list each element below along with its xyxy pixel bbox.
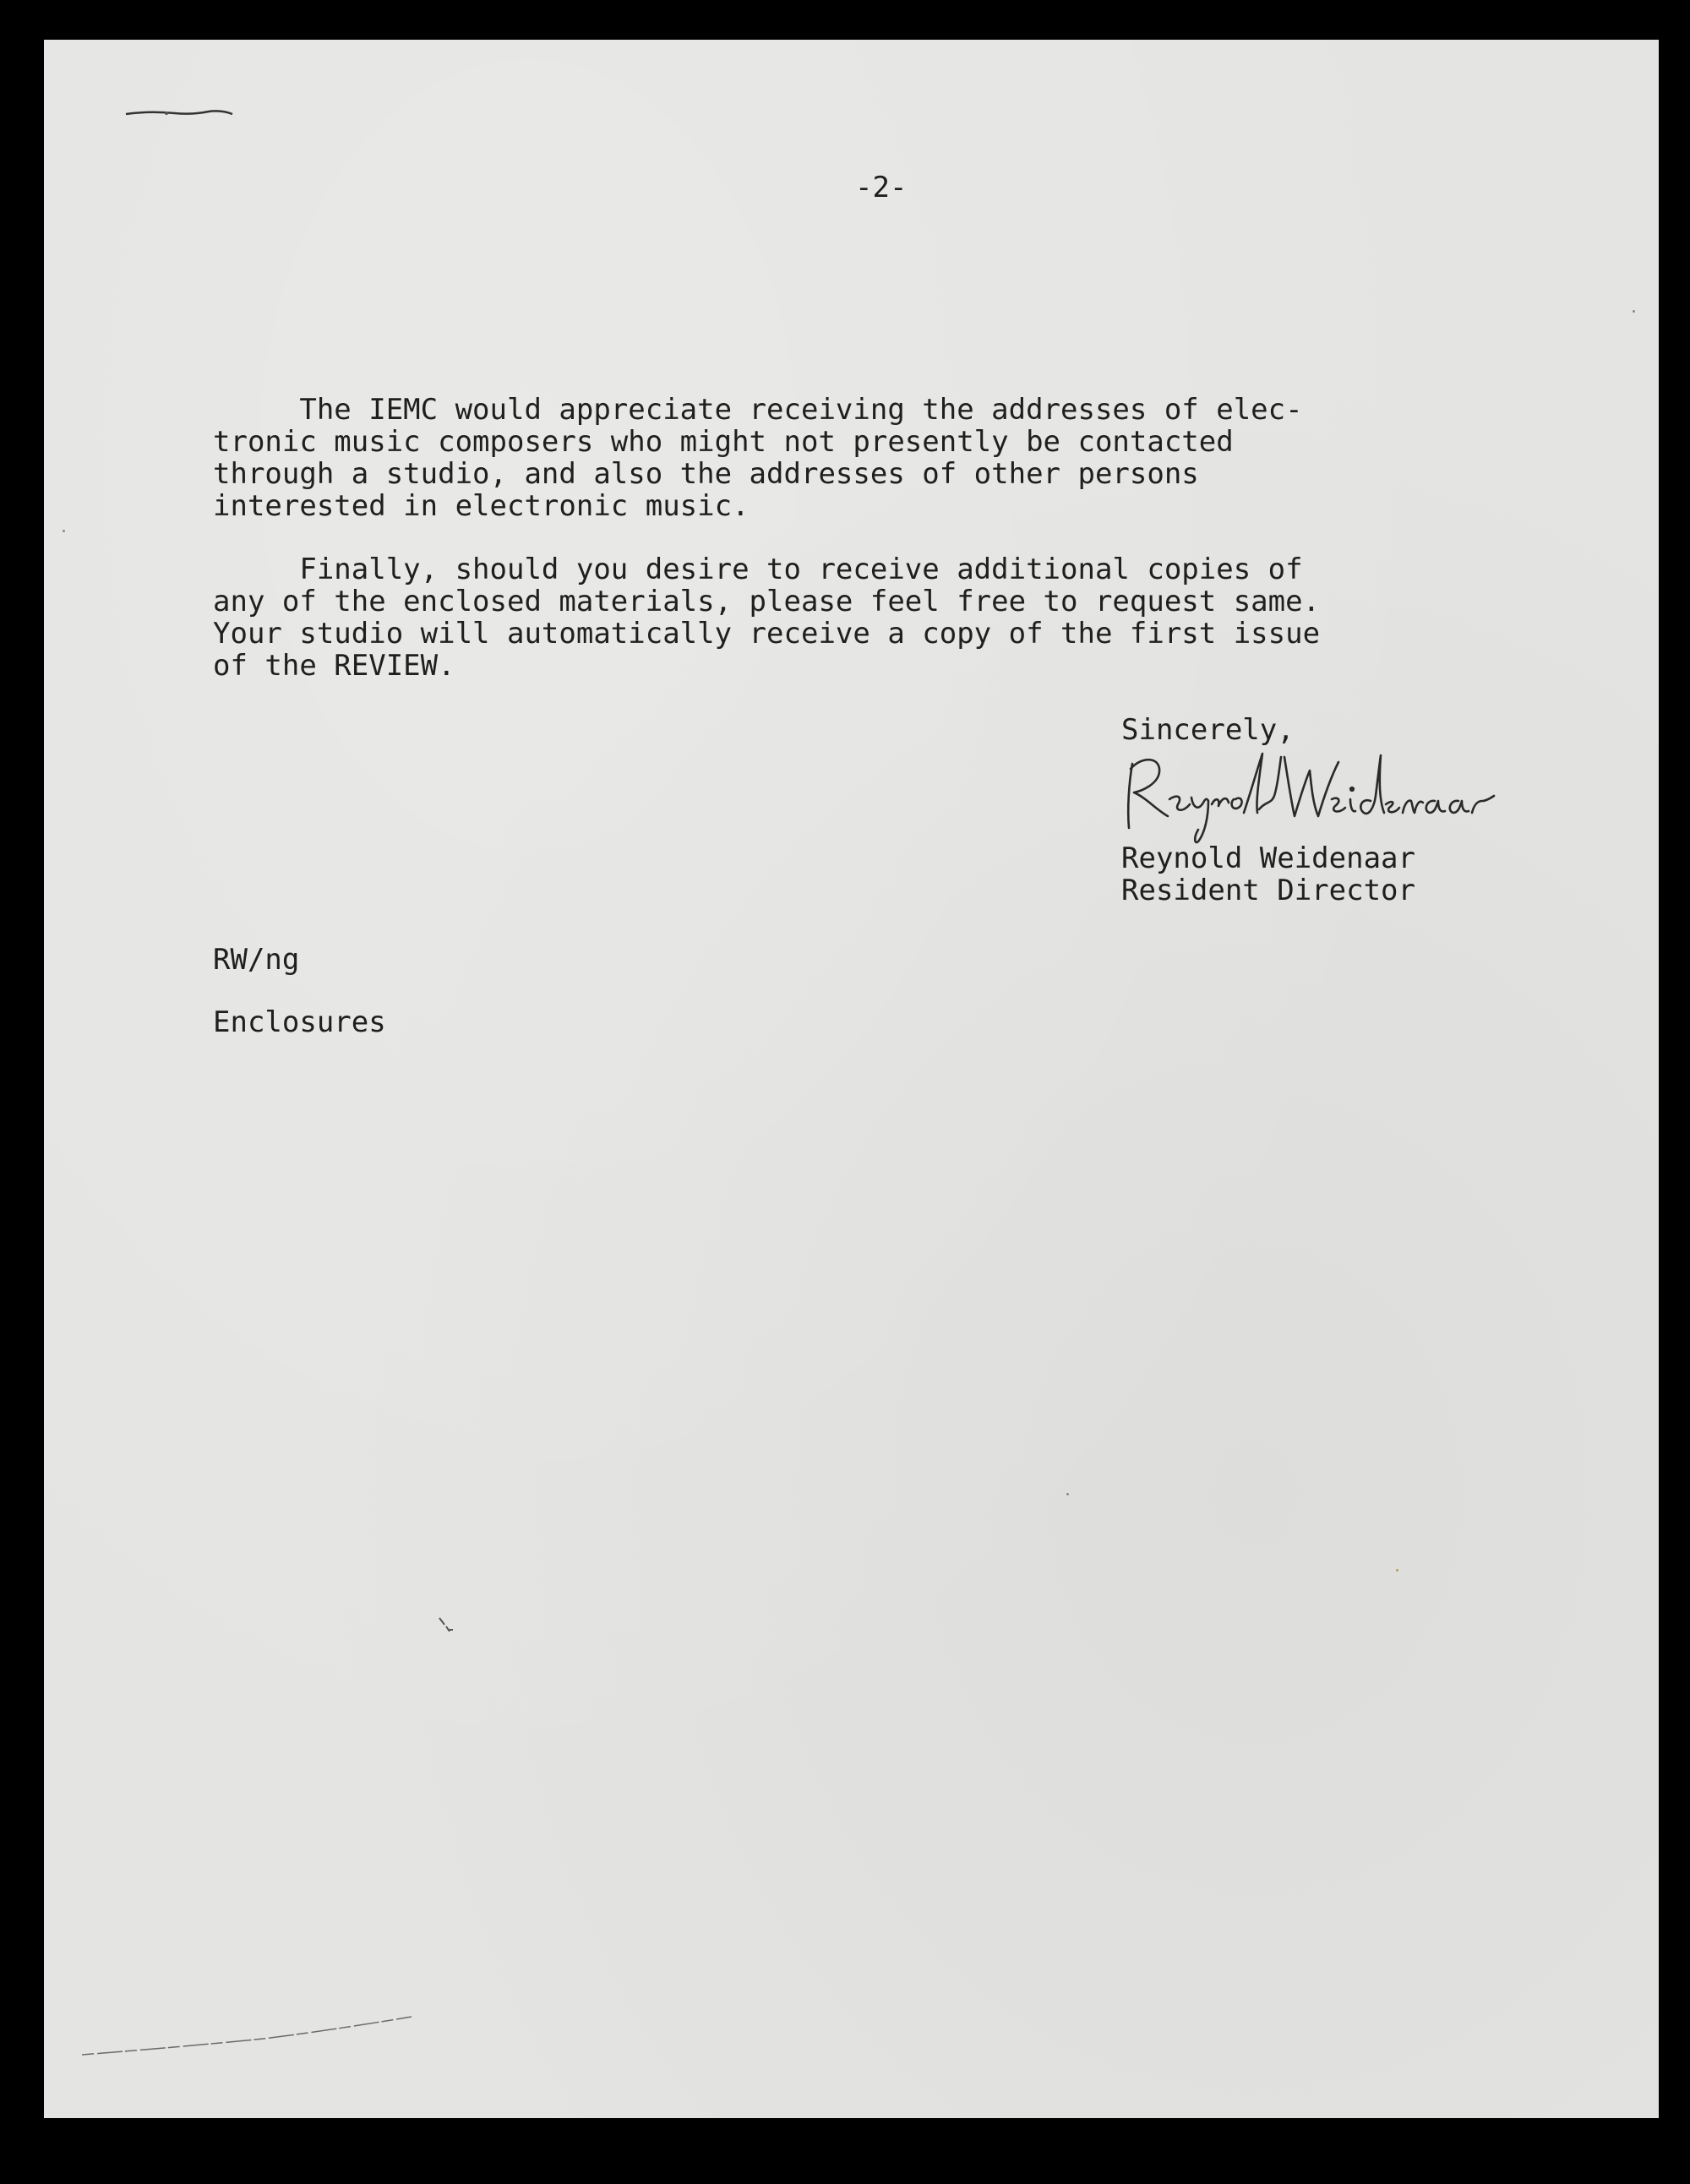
paper-speck: [1396, 1569, 1398, 1571]
signer-name: Reynold Weidenaar: [1121, 841, 1415, 875]
reference-initials: RW/ng: [213, 943, 300, 977]
page-number: -2-: [855, 171, 908, 204]
stray-ink-mark: [433, 1611, 466, 1645]
signer-title: Resident Director: [1121, 874, 1415, 907]
paragraph-addresses-request: The IEMC would appreciate receiving the addresses of elec- tronic music composers who might not presently be contacted through a studio, and also the addresses of other persons interested in electronic music.: [213, 393, 1303, 523]
paragraph-additional-copies: Finally, should you desire to receive additional copies of any of the enclosed materials, please feel free to request same. Your studio will automatically receive a copy of the first issue of the REVIEW.: [213, 553, 1321, 683]
letter-page: [44, 40, 1659, 2118]
enclosure-note: Enclosures: [213, 1005, 386, 1039]
paper-speck: [1066, 1493, 1069, 1495]
paper-speck: [63, 530, 65, 532]
handwritten-signature: [1117, 745, 1523, 847]
closing-salutation: Sincerely,: [1121, 713, 1295, 747]
pencil-stroke-mark: [78, 2008, 416, 2059]
paper-speck: [1633, 310, 1635, 313]
staple-mark: [124, 107, 234, 119]
